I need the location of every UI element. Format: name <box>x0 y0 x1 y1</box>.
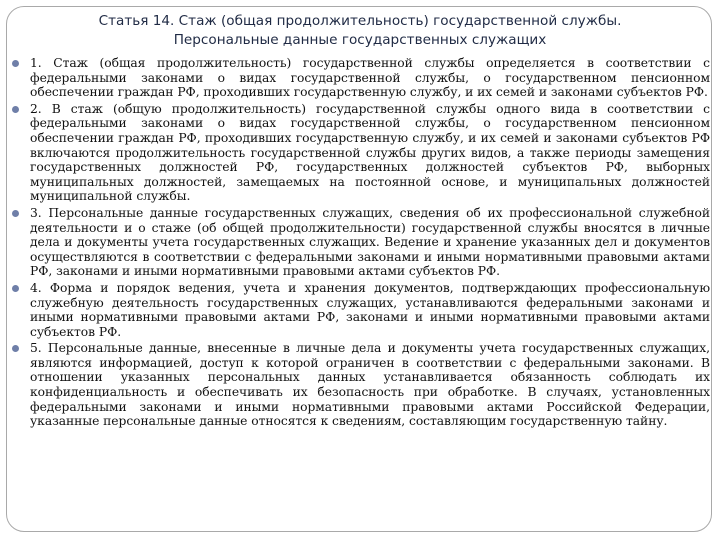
bullet-dot-icon <box>12 106 19 113</box>
bullet-list <box>10 56 710 431</box>
list-item-text: 5. Персональные данные, внесенные в личные дела и документы учета государственных служащих, являются информацией, доступ к которой ограничен в соответствии с федеральными законами. В отношении указанных персональных данных устанавливается обязанность соблюдать их конфиденциальность и обеспечивать их безопасность при обработке. В случаях, установленных федеральными законами и иными нормативными правовыми актами Российской Федерации, указанные персональные данные относятся к сведениям, составляющим государственную тайну. <box>30 341 710 429</box>
bullet-dot-icon <box>12 210 19 217</box>
list-item <box>10 281 710 339</box>
list-item <box>10 56 710 100</box>
list-item <box>10 102 710 204</box>
list-item-text: 1. Стаж (общая продолжительность) государственной службы определяется в соответствии с федеральными законами о видах государственной службы, о государственном пенсионном обеспечении граждан РФ, проходивших государственную службу, и их семей и законами субъектов РФ. <box>30 56 710 100</box>
slide-title <box>20 12 700 50</box>
list-item-text: 2. В стаж (общую продолжительность) государственной службы одного вида в соответствии с федеральными законами о видах государственной службы, о государственном пенсионном обеспечении граждан РФ, проходивших государственную службу, и их семей и законами субъектов РФ включаются продолжительность государственной службы других видов, а также периоды замещения государственных должностей РФ, государственных должностей субъектов РФ, выборных муниципальных должностей, замещаемых на постоянной основе, и муниципальных должностей муниципальной службы. <box>30 101 710 204</box>
bullet-dot-icon <box>12 60 19 67</box>
title-line-1: Статья 14. Стаж (общая продолжительность) государственной службы. <box>98 13 622 29</box>
list-item <box>10 206 710 279</box>
list-item-text: 3. Персональные данные государственных служащих, сведения об их профессиональной служебной деятельности и о стаже (об общей продолжительности) государственной службы вносятся в личные дела и документы учета государственных служащих. Ведение и хранение указанных дел и документов осуществляются в соответствии с федеральными законами и иными нормативными правовыми актами РФ, законами и иными нормативными правовыми актами субъектов РФ. <box>30 205 710 279</box>
bullet-dot-icon <box>12 345 19 352</box>
list-item-text: 4. Форма и порядок ведения, учета и хранения документов, подтверждающих профессиональную служебную деятельность государственных служащих, устанавливаются федеральными законами и иными нормативными правовыми актами РФ, законами и иными нормативными правовыми актами субъектов РФ. <box>30 280 710 339</box>
title-line-2: Персональные данные государственных служащих <box>173 32 547 48</box>
bullet-dot-icon <box>12 285 19 292</box>
list-item <box>10 341 710 429</box>
